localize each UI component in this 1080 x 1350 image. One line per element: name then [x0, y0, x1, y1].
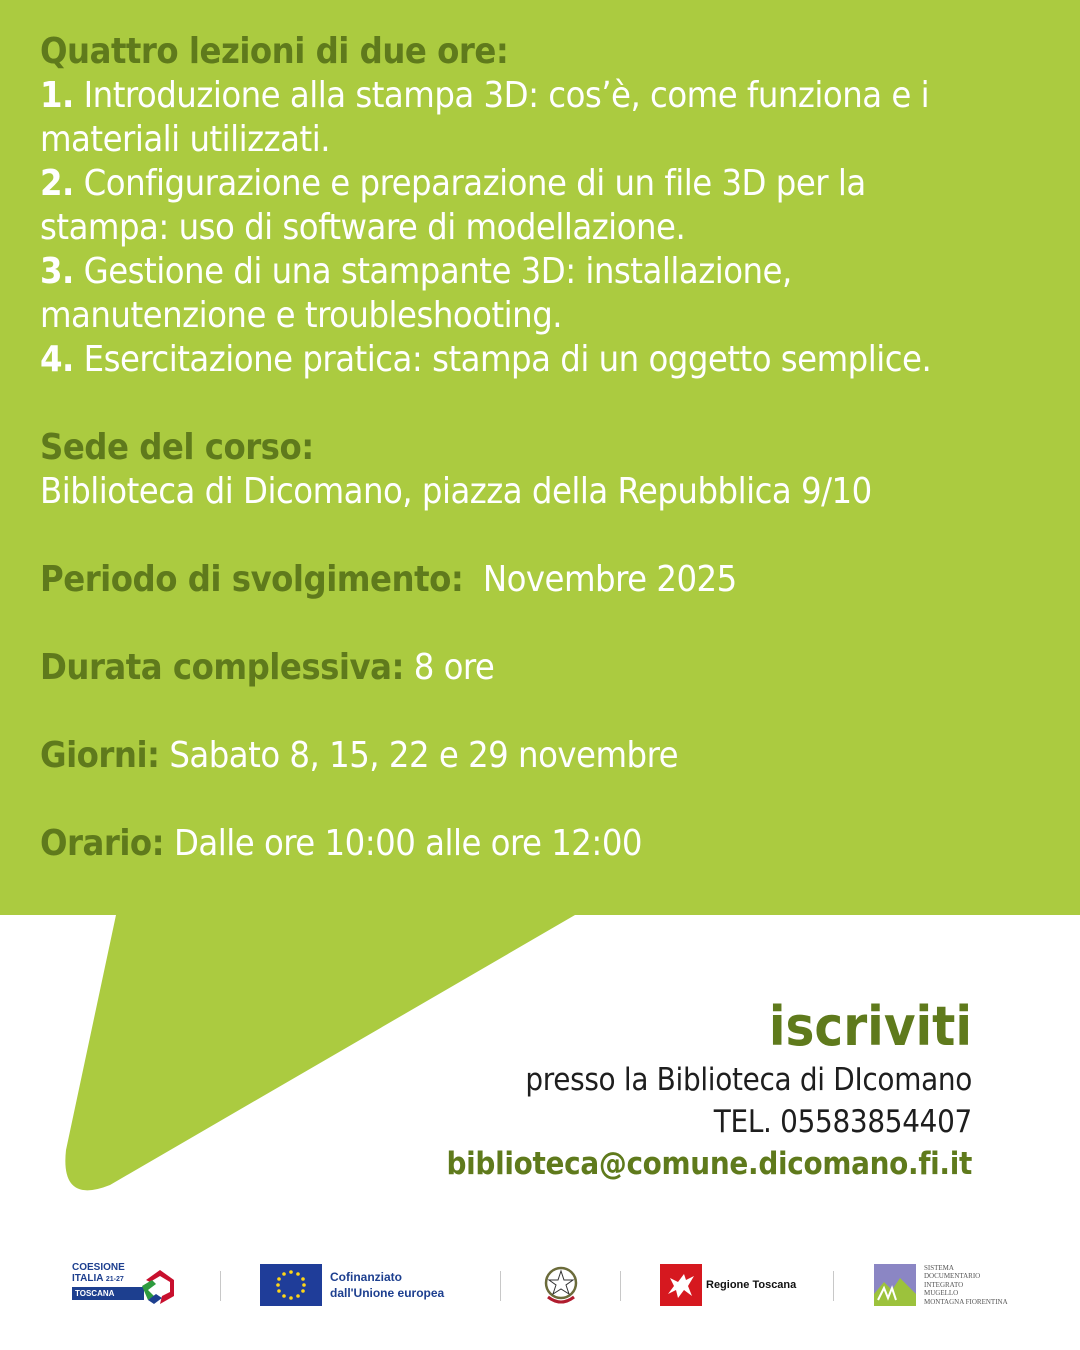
duration-row — [40, 646, 1050, 690]
signup-email[interactable]: biblioteca@comune.dicomano.fi.it — [446, 1146, 972, 1182]
pegasus-icon — [660, 1264, 702, 1306]
lesson-item-3-line2: manutenzione e troubleshooting. — [40, 295, 563, 336]
sdimm-logo — [874, 1255, 1024, 1315]
venue-label: Sede del corso: — [40, 427, 314, 468]
coesione-arrows-icon — [140, 1266, 180, 1304]
lesson-item-2-line1 — [40, 162, 1050, 206]
lesson-text: Configurazione e preparazione di un file 3D per la — [83, 163, 866, 204]
lesson-item-4-line1 — [40, 338, 1050, 382]
logo-separator — [833, 1271, 834, 1301]
days-label: Giorni: — [40, 735, 160, 776]
logo-separator — [620, 1271, 621, 1301]
lesson-number: 4. — [40, 339, 74, 380]
eu-line1: Cofinanziato — [330, 1270, 402, 1284]
period-label: Periodo di svolgimento: — [40, 559, 464, 600]
time-row — [40, 822, 1050, 866]
lesson-text: Gestione di una stampante 3D: installazione, — [83, 251, 792, 292]
lesson-item-2-line2: stampa: uso di software di modellazione. — [40, 207, 686, 248]
sdimm-mountain-icon — [874, 1264, 916, 1306]
period-row — [40, 558, 1050, 602]
logo-separator — [220, 1271, 221, 1301]
signup-box — [447, 995, 973, 1185]
coesione-label: COESIONE — [72, 1262, 125, 1273]
logo-strip — [0, 1255, 1080, 1325]
time-label: Orario: — [40, 823, 165, 864]
lesson-item-1-line2: materiali utilizzati. — [40, 119, 330, 160]
regione-toscana-label: Regione Toscana — [706, 1279, 797, 1291]
logo-separator — [500, 1271, 501, 1301]
coesione-region-bar: TOSCANA — [72, 1287, 144, 1300]
lesson-number: 2. — [40, 163, 74, 204]
lesson-number: 3. — [40, 251, 74, 292]
lesson-item-3-line1 — [40, 250, 1050, 294]
course-details — [40, 30, 1050, 910]
venue-value: Biblioteca di Dicomano, piazza della Repubblica 9/10 — [40, 471, 872, 512]
lessons-heading: Quattro lezioni di due ore: — [40, 31, 509, 72]
sdimm-text: SISTEMA DOCUMENTARIO INTEGRATO MUGELLO MONTAGNA FIORENTINA — [924, 1263, 1008, 1306]
lesson-text: Introduzione alla stampa 3D: cos’è, come funziona e i — [83, 75, 930, 116]
coesione-italia-label: ITALIA 21-27 — [72, 1273, 124, 1284]
days-row — [40, 734, 1050, 778]
duration-label: Durata complessiva: — [40, 647, 404, 688]
signup-title: iscriviti — [768, 995, 972, 1058]
time-value: Dalle ore 10:00 alle ore 12:00 — [173, 823, 643, 864]
coesione-italia-logo — [72, 1255, 182, 1315]
period-value: Novembre 2025 — [482, 559, 737, 600]
lesson-item-1-line1 — [40, 74, 1050, 118]
signup-phone[interactable]: TEL. 05583854407 — [713, 1104, 972, 1140]
duration-value: 8 ore — [413, 647, 495, 688]
venue-section — [40, 426, 1050, 514]
lessons-section — [40, 30, 1050, 382]
signup-location: presso la Biblioteca di DIcomano — [525, 1062, 972, 1098]
regione-toscana-logo — [660, 1255, 810, 1315]
italian-republic-emblem — [542, 1255, 582, 1315]
lesson-text: Esercitazione pratica: stampa di un oggetto semplice. — [83, 339, 932, 380]
days-value: Sabato 8, 15, 22 e 29 novembre — [169, 735, 679, 776]
lesson-number: 1. — [40, 75, 74, 116]
eu-cofinanced-logo — [260, 1255, 470, 1315]
eu-flag-icon — [260, 1264, 322, 1306]
republic-emblem-icon — [542, 1263, 580, 1307]
eu-line2: dall'Unione europea — [330, 1286, 445, 1300]
